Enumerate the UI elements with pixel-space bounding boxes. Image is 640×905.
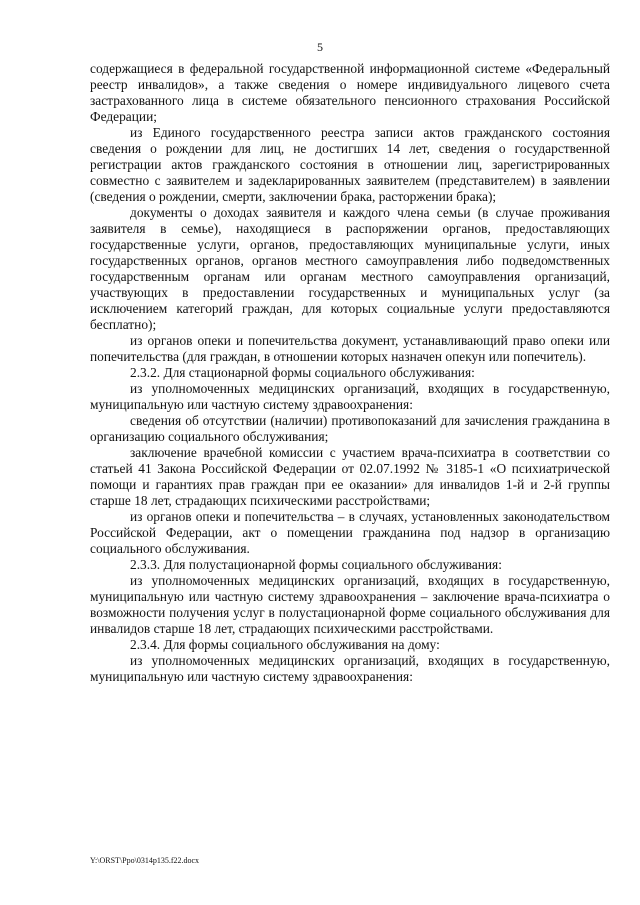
paragraph-guardianship-document: из органов опеки и попечительства документ, устанавливающий право опеки или попечительства (для граждан, в отношении которых назначен опекун или попечитель). — [90, 333, 610, 364]
paragraph-psychiatrist-conclusion: из уполномоченных медицинских организаций, входящих в государственную, муниципальную или частную систему здравоохранения – заключение врача-психиатра о возможности получения услуг в полустационарной форме социального обслуживания для инвалидов старше 18 лет, страдающих психическими расстройствами. — [90, 573, 610, 636]
paragraph-civil-registry: из Единого государственного реестра записи актов гражданского состояния сведения о рождении для лиц, не достигших 14 лет, сведения о государственной регистрации актов гражданского состояния в отношении лиц, зарегистрированных совместно с заявителем и задекларированных заявителем (представителем) в заявлении (сведения о рождении, смерти, заключении брака, расторжении брака); — [90, 125, 610, 204]
paragraph-home-service-medical: из уполномоченных медицинских организаций, входящих в государственную, муниципальную или частную систему здравоохранения: — [90, 653, 610, 684]
heading-2-3-4: 2.3.4. Для формы социального обслуживания на дому: — [130, 637, 440, 652]
heading-2-3-3: 2.3.3. Для полустационарной формы социального обслуживания: — [130, 557, 502, 572]
paragraph-psychiatric-commission: заключение врачебной комиссии с участием врача-психиатра в соответствии со статьей 41 Закона Российской Федерации от 02.07.1992 № 3185-1 «О психиатрической помощи и гарантиях прав граждан при ее оказании» для инвалидов 1-й и 2-й группы старше 18 лет, страдающих психическими расстройствами; — [90, 445, 610, 508]
page-number: 5 — [317, 40, 323, 54]
footer-file-path: Y:\ORST\Ppo\0314p135.f22.docx — [90, 856, 200, 865]
paragraph-income-documents: документы о доходах заявителя и каждого члена семьи (в случае проживания заявителя в семье), находящиеся в распоряжении органов, предоставляющих государственные услуги, органов, предоставляющих муниципальные услуги, иных государственных органов, органов местного самоуправления либо подведомственных государственным органам или органам местного самоуправления организаций, участвующих в предоставлении государственных и муниципальных услуг (за исключением категорий граждан, для которых социальные услуги предоставляются бесплатно); — [90, 205, 610, 332]
paragraph-guardianship-act: из органов опеки и попечительства – в случаях, установленных законодательством Российской Федерации, акт о помещении гражданина под надзор в организацию социального обслуживания. — [90, 509, 610, 556]
paragraph-contraindications: сведения об отсутствии (наличии) противопоказаний для зачисления гражданина в организацию социального обслуживания; — [90, 413, 610, 444]
paragraph-registry-data: содержащиеся в федеральной государственной информационной системе «Федеральный реестр инвалидов», а также сведения о номере индивидуального лицевого счета застрахованного лица в системе обязательного пенсионного страхования Российской Федерации; — [90, 61, 610, 124]
heading-2-3-2: 2.3.2. Для стационарной формы социального обслуживания: — [130, 365, 475, 380]
paragraph-medical-organizations: из уполномоченных медицинских организаций, входящих в государственную, муниципальную или частную систему здравоохранения: — [90, 381, 610, 412]
document-body — [90, 61, 610, 685]
